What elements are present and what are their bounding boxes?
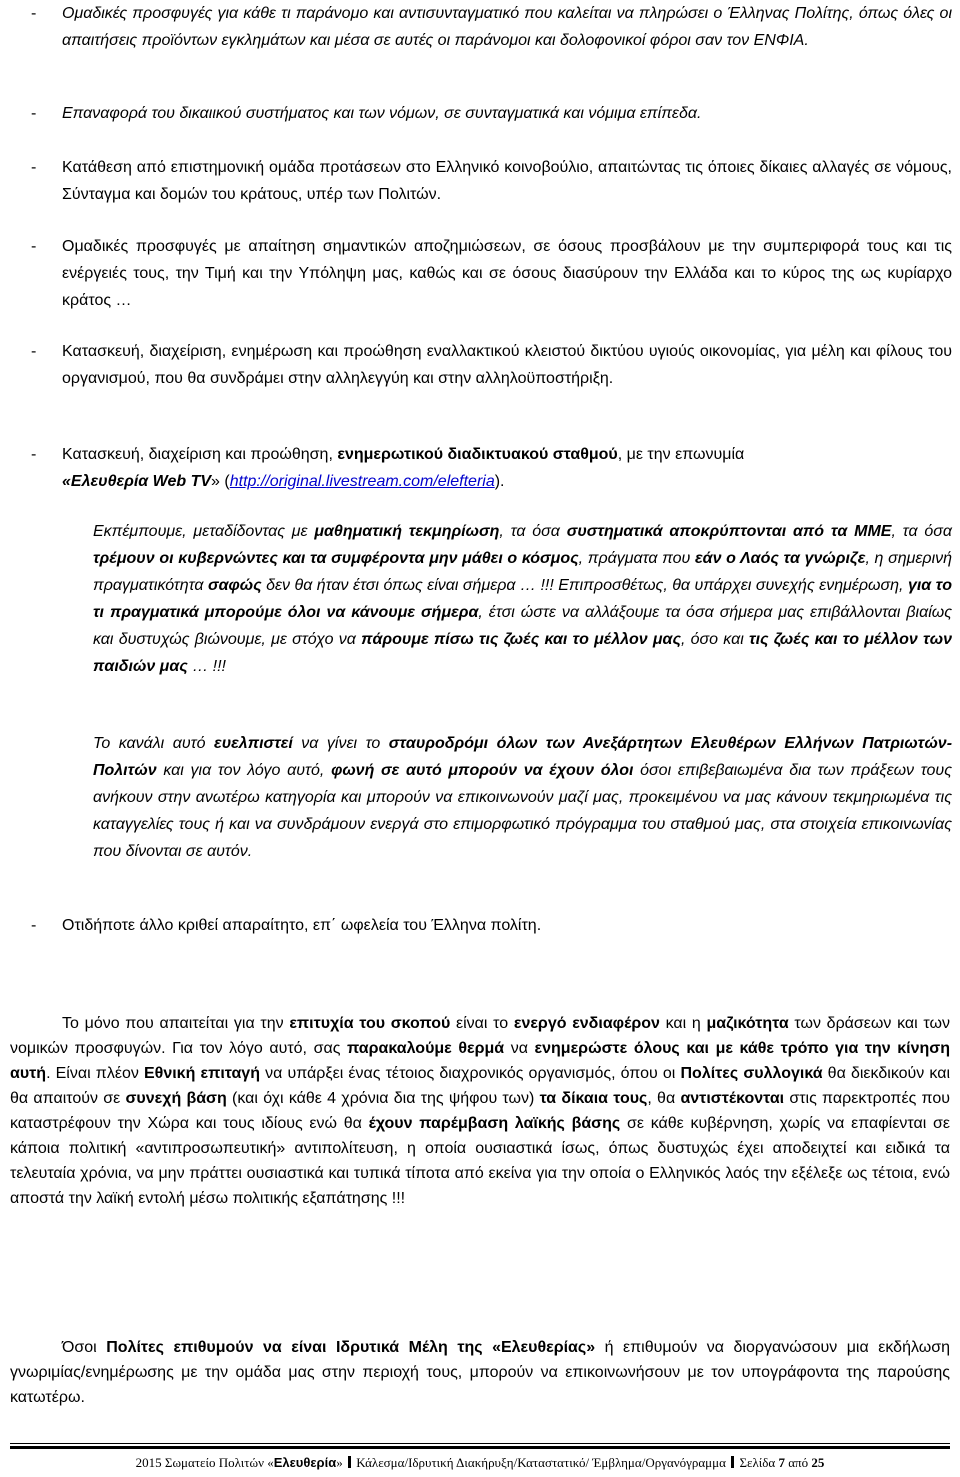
paragraph-bold: παρακαλούμε θερμά — [346, 1040, 505, 1057]
paragraph-text: και η — [659, 1015, 707, 1032]
paragraph-bold: έχουν παρέμβαση λαϊκής βάσης — [368, 1115, 621, 1132]
paragraph-text: δεν θα ήταν έτσι όπως είναι σήμερα … !!! Επιπροσθέτως, θα υπάρχει συνεχής ενημέρωση, — [261, 577, 908, 594]
footer-rule — [10, 1446, 950, 1449]
paragraph-text: … !!! — [187, 658, 226, 675]
paragraph-text: σε κάθε κυβέρνηση, χωρίς να επαφίενται σε κάποια πολιτική «αντιπροσωπευτική» αντιπολίτευση, η οποία ουσιαστικά ίσως, όπως δυστυχώς έχει αποδειχτεί και ειδικά τα τελευταία χρόνια, να μην πράττει ουσιαστικά και τυπικά τίποτα από εκείνα για την οποία ο Ελληνικός λαός την εξέλεξε ως τέτοια, ενώ αποστά την λαϊκή εντολή μέσω πολιτικής εξαπάτησης !!! — [10, 1115, 950, 1207]
emission-paragraph — [93, 518, 952, 680]
paragraph-bold: εάν ο Λαός τα γνώριζε — [695, 550, 866, 567]
list-item — [31, 338, 952, 392]
paragraph-text: Εκπέμπουμε, μεταδίδοντας με — [93, 523, 315, 540]
list-item-text: Οτιδήποτε άλλο κριθεί απαραίτητο, επ΄ ωφελεία του Έλληνα πολίτη. — [62, 917, 542, 934]
paragraph-text: , όσο και — [680, 631, 750, 648]
list-item — [31, 912, 952, 939]
list-item-text: Επαναφορά του δικαιικού συστήματος και των νόμων, σε συνταγματικά και νόμιμα επίπεδα. — [62, 105, 702, 122]
livestream-link[interactable]: http://original.livestream.com/elefteria — [229, 473, 495, 490]
channel-paragraph — [93, 730, 952, 865]
paragraph-text: όσοι επιβεβαιωμένα δια των πράξεων τους ανήκουν στην ανωτέρω κατηγορία και μπορούν να επικοινωνούν μαζί μας, προκειμένου να μας κάνουν τεκμηριωμένα τις καταγγελίες τους ή και να συνδράμουν ενεργά στο επιμορφωτικό πρόγραμμα του σταθμού μας, στα στοιχεία επικοινωνίας που δίνονται σε αυτόν. — [93, 762, 952, 860]
paragraph-bold: για το τι πραγματικά μπορούμε όλοι να κάνουμε σήμερα — [93, 577, 952, 621]
page-total: 25 — [811, 1455, 825, 1470]
paragraph-text: να — [504, 1040, 535, 1057]
paragraph-text: είναι το — [450, 1015, 514, 1032]
page-footer — [10, 1454, 950, 1472]
body-paragraph — [10, 1335, 950, 1410]
paragraph-text: και για τον λόγο αυτό, — [156, 762, 332, 779]
list-item-text: Ομαδικές προσφυγές για κάθε τι παράνομο και αντισυνταγματικό που καλείται να πληρώσει ο Έλληνας Πολίτης, όπως όλες οι απαιτήσεις προϊόντων εγκλημάτων και μέσα σε αυτές οι παράνομοι και δολοφονικοί φόροι σαν τον ΕΝΦΙΑ. — [62, 5, 952, 49]
footer-rule — [10, 1443, 950, 1444]
paragraph-bold: συστηματικά αποκρύπτονται από τα ΜΜΕ — [566, 523, 892, 540]
footer-text: 2015 Σωματείο Πολιτών « — [135, 1455, 274, 1470]
body-paragraph — [10, 1011, 950, 1211]
paragraph-text: , θα — [647, 1090, 681, 1107]
list-dash: - — [31, 917, 37, 934]
paragraph-bold: ενημερώστε όλους και με κάθε τρόπο για την κίνηση αυτή — [10, 1040, 951, 1082]
paragraph-bold: σαφώς — [208, 577, 262, 594]
paragraph-text: , τα όσα — [499, 523, 567, 540]
paragraph-text: θα διεκδικούν και θα απαιτούν σε — [10, 1065, 951, 1107]
paragraph-bold: τρέμουν οι κυβερνώντες και τα συμφέροντα μην μάθει ο κόσμος — [93, 550, 579, 567]
paragraph-text: στις παρεκτροπές που καταστρέφουν την Χώρα και τους ιδίους ενώ θα — [10, 1090, 951, 1132]
paragraph-text: (και όχι κάθε 4 χρόνια δια της ψήφου των) — [226, 1090, 540, 1107]
paragraph-text: , πράγματα που — [578, 550, 696, 567]
list-dash: - — [31, 238, 37, 255]
list-item — [31, 441, 952, 495]
paragraph-text: . Είναι πλέον — [46, 1065, 144, 1082]
paragraph-text: να υπάρξει ένας τέτοιος διαχρονικός οργανισμός, όπου οι — [259, 1065, 681, 1082]
list-item — [31, 154, 952, 208]
paragraph-bold: συνεχή βάση — [125, 1090, 227, 1107]
list-dash: - — [31, 105, 37, 122]
list-item — [31, 233, 952, 314]
list-item-text: Κατασκευή, διαχείριση, ενημέρωση και προώθηση εναλλακτικού κλειστού δικτύου υγιούς οικονομίας, για μέλη και φίλους του οργανισμού, που θα συνδράμει στην αλληλεγγύη και στην αλληλοϋποστήριξη. — [62, 343, 952, 387]
footer-brand: Ελευθερία — [273, 1455, 337, 1470]
paragraph-bold: αντιστέκονται — [680, 1090, 785, 1107]
paragraph-bold: επιτυχία του σκοπού — [289, 1015, 451, 1032]
paragraph-text: Το κανάλι αυτό — [93, 735, 215, 752]
list-item — [31, 100, 952, 127]
paragraph-bold: Εθνική επιταγή — [144, 1065, 260, 1082]
paragraph-bold: φωνή σε αυτό μπορούν να έχουν όλοι — [331, 762, 634, 779]
list-item-text: ). — [494, 473, 505, 490]
separator-bar — [348, 1456, 351, 1468]
footer-text: Σελίδα — [736, 1455, 779, 1470]
list-item-text: Κατασκευή, διαχείριση και προώθηση, — [62, 446, 338, 463]
list-dash: - — [31, 343, 37, 360]
paragraph-text: να γίνει το — [292, 735, 389, 752]
footer-text: » — [336, 1455, 346, 1470]
list-item-text: Ομαδικές προσφυγές με απαίτηση σημαντικών αποζημιώσεων, σε όσους προσβάλουν με την συμπεριφορά τους και τις ενέργειές τους, την Τιμή και την Υπόληψη μας, καθώς και σε όσους διασύρουν την Ελλάδα και το κύρος της ως κυρίαρχο κράτος … — [62, 238, 952, 309]
list-item — [31, 0, 952, 54]
paragraph-text: , έτσι ώστε να αλλάξουμε τα όσα σήμερα μας επιβάλλονται βιαίως και δυστυχώς βιώνουμε, με στόχο να — [93, 604, 953, 648]
paragraph-text: Όσοι — [62, 1339, 107, 1356]
paragraph-text: ή επιθυμούν να διοργανώσουν μια εκδήλωση γνωριμίας/ενημέρωσης με την ομάδα μας στην περιοχή τους, μπορούν να επικοινωνήσουν με τον υπογράφοντα της παρούσης κατωτέρω. — [10, 1339, 951, 1406]
list-dash: - — [31, 5, 37, 22]
separator-bar — [731, 1456, 734, 1468]
paragraph-bold: τα δίκαια τους — [539, 1090, 648, 1107]
tv-name: «Ελευθερία Web TV — [62, 473, 212, 490]
list-item-text: Κατάθεση από επιστημονική ομάδα προτάσεων στο Ελληνικό κοινοβούλιο, απαιτώντας τις όποιες δίκαιες αλλαγές σε νόμους, Σύνταγμα και δομών του κράτους, υπέρ των Πολιτών. — [62, 159, 952, 203]
list-dash: - — [31, 159, 37, 176]
paragraph-text: των δράσεων και των νομικών προσφυγών. Για τον λόγο αυτό, σας — [10, 1015, 951, 1057]
paragraph-text: , η σημερινή πραγματικότητα — [93, 550, 953, 594]
paragraph-text: , τα όσα — [891, 523, 953, 540]
list-dash: - — [31, 446, 37, 463]
paragraph-bold: τις ζωές και το μέλλον των παιδιών μας — [93, 631, 953, 675]
list-item-text: , με την επωνυμία — [617, 446, 745, 463]
paragraph-text: Το μόνο που απαιτείται για την — [62, 1015, 290, 1032]
station-name: ενημερωτικού διαδικτυακού σταθμού — [337, 446, 618, 463]
paragraph-bold: Πολίτες επιθυμούν να είναι Ιδρυτικά Μέλη της «Ελευθερίας» — [106, 1339, 596, 1356]
paragraph-bold: σταυροδρόμι όλων των Ανεξάρτητων Ελευθέρων Ελλήνων Πατριωτών-Πολιτών — [93, 735, 953, 779]
footer-text: Κάλεσμα/Ιδρυτική Διακήρυξη/Καταστατικό/ Έμβλημα/Οργανόγραμμα — [352, 1455, 730, 1470]
paragraph-bold: πάρουμε πίσω τις ζωές και το μέλλον μας — [361, 631, 681, 648]
paragraph-bold: Πολίτες συλλογικά — [680, 1065, 823, 1082]
paragraph-bold: ενεργό ενδιαφέρον — [513, 1015, 660, 1032]
paragraph-bold: ευελπιστεί — [214, 735, 293, 752]
footer-text: από — [784, 1455, 812, 1470]
list-item-text: » ( — [211, 473, 230, 490]
paragraph-bold: μαζικότητα — [706, 1015, 789, 1032]
page-number: 7 — [778, 1455, 785, 1470]
paragraph-bold: μαθηματική τεκμηρίωση — [314, 523, 500, 540]
